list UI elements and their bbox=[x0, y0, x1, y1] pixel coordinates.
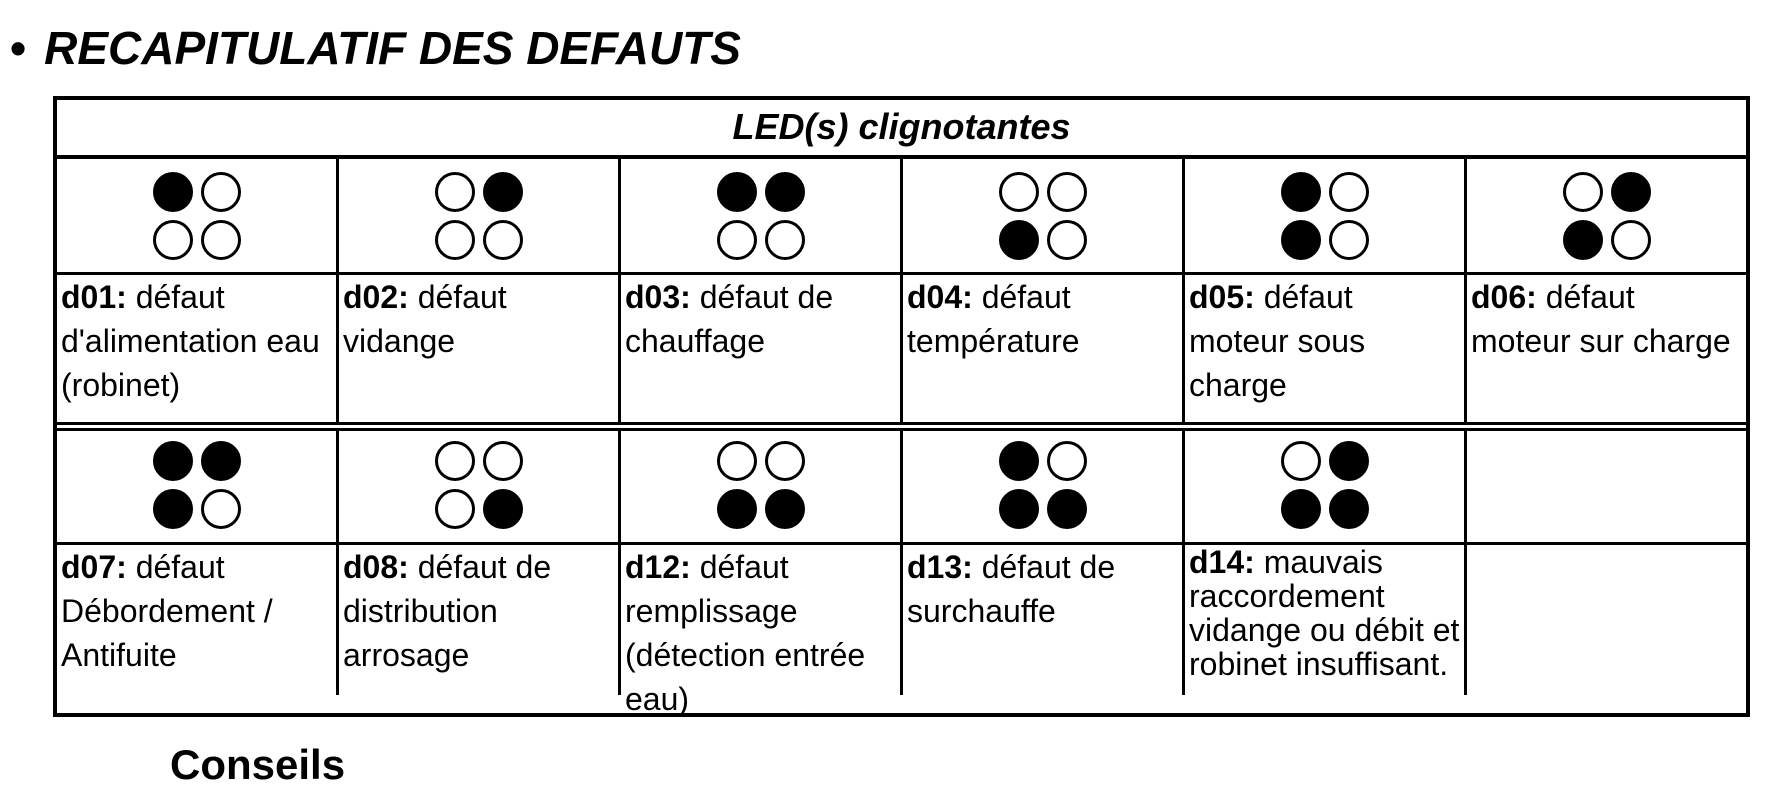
led-top-left-off-icon bbox=[999, 172, 1039, 212]
led-top-right-lit-icon bbox=[765, 172, 805, 212]
led-indicator-group bbox=[995, 437, 1091, 533]
fault-text: défaut vidange bbox=[343, 279, 507, 359]
fault-description-cell bbox=[1467, 545, 1746, 695]
table-row bbox=[57, 428, 1746, 717]
fault-description-cell bbox=[903, 275, 1185, 422]
led-bottom-right-off-icon bbox=[483, 220, 523, 260]
next-section-heading: Conseils bbox=[170, 741, 346, 788]
fault-description-cell bbox=[1185, 545, 1467, 695]
fault-code: d13: bbox=[907, 549, 973, 585]
fault-description bbox=[625, 545, 896, 721]
fault-text: défaut de distribution arrosage bbox=[343, 549, 552, 673]
fault-description bbox=[61, 275, 332, 407]
led-bottom-right-off-icon bbox=[1047, 220, 1087, 260]
led-indicator-group bbox=[1277, 168, 1373, 264]
fault-code: d02: bbox=[343, 279, 409, 315]
led-indicator-group bbox=[713, 437, 809, 533]
fault-description bbox=[907, 275, 1178, 363]
fault-text: défaut de chauffage bbox=[625, 279, 834, 359]
fault-description-cell bbox=[903, 545, 1185, 695]
led-pattern-cell bbox=[339, 428, 621, 545]
fault-text: défaut d'alimentation eau (robinet) bbox=[61, 279, 320, 403]
led-indicator-group bbox=[713, 168, 809, 264]
fault-description-cell bbox=[621, 275, 903, 422]
led-top-left-off-icon bbox=[1563, 172, 1603, 212]
fault-text: défaut moteur sous charge bbox=[1189, 279, 1366, 403]
led-bottom-left-lit-icon bbox=[999, 220, 1039, 260]
led-top-right-lit-icon bbox=[201, 441, 241, 481]
fault-code: d06: bbox=[1471, 279, 1537, 315]
led-top-left-lit-icon bbox=[717, 172, 757, 212]
fault-description bbox=[625, 275, 896, 363]
led-bottom-right-off-icon bbox=[1611, 220, 1651, 260]
led-bottom-right-off-icon bbox=[201, 489, 241, 529]
led-top-right-off-icon bbox=[765, 441, 805, 481]
fault-description-cell bbox=[621, 545, 903, 717]
fault-description bbox=[907, 545, 1178, 633]
led-top-left-off-icon bbox=[435, 441, 475, 481]
led-bottom-left-lit-icon bbox=[1563, 220, 1603, 260]
bullet: • bbox=[10, 22, 27, 74]
fault-description bbox=[1189, 545, 1460, 681]
led-indicator-group bbox=[1277, 437, 1373, 533]
led-top-left-lit-icon bbox=[1281, 172, 1321, 212]
fault-description-cell bbox=[1185, 275, 1467, 422]
led-bottom-right-off-icon bbox=[201, 220, 241, 260]
fault-description bbox=[61, 545, 332, 677]
led-top-right-off-icon bbox=[1329, 172, 1369, 212]
fault-code: d01: bbox=[61, 279, 127, 315]
led-pattern-cell bbox=[57, 428, 339, 545]
fault-code: d05: bbox=[1189, 279, 1255, 315]
fault-text: mauvais raccordement vidange ou débit et robinet insuffisant. bbox=[1189, 544, 1460, 682]
led-bottom-left-off-icon bbox=[717, 220, 757, 260]
led-indicator-group bbox=[431, 437, 527, 533]
led-bottom-left-off-icon bbox=[153, 220, 193, 260]
fault-description-cell bbox=[339, 545, 621, 695]
led-pattern-cell bbox=[57, 159, 339, 275]
fault-code: d03: bbox=[625, 279, 691, 315]
led-top-right-lit-icon bbox=[1329, 441, 1369, 481]
fault-code: d12: bbox=[625, 549, 691, 585]
section-heading bbox=[10, 18, 741, 78]
led-top-left-off-icon bbox=[717, 441, 757, 481]
led-bottom-right-off-icon bbox=[1329, 220, 1369, 260]
led-top-right-off-icon bbox=[483, 441, 523, 481]
led-top-left-lit-icon bbox=[153, 441, 193, 481]
table-row bbox=[57, 159, 1746, 422]
led-bottom-left-lit-icon bbox=[717, 489, 757, 529]
fault-text: défaut moteur sur charge bbox=[1471, 279, 1731, 359]
fault-description-cell bbox=[57, 275, 339, 422]
table-title: LED(s) clignotantes bbox=[57, 100, 1746, 159]
led-bottom-left-lit-icon bbox=[1281, 220, 1321, 260]
led-pattern-cell bbox=[903, 159, 1185, 275]
led-bottom-left-lit-icon bbox=[153, 489, 193, 529]
fault-text: défaut de surchauffe bbox=[907, 549, 1116, 629]
fault-description bbox=[1189, 275, 1460, 407]
led-pattern-cell bbox=[339, 159, 621, 275]
led-indicator-group bbox=[431, 168, 527, 264]
fault-code: d08: bbox=[343, 549, 409, 585]
fault-description bbox=[1471, 275, 1742, 363]
led-indicator-group bbox=[149, 168, 245, 264]
led-bottom-right-lit-icon bbox=[765, 489, 805, 529]
led-top-left-lit-icon bbox=[999, 441, 1039, 481]
fault-code: d04: bbox=[907, 279, 973, 315]
led-bottom-left-off-icon bbox=[435, 220, 475, 260]
led-indicator-group bbox=[149, 437, 245, 533]
led-indicator-group bbox=[1559, 168, 1655, 264]
fault-text: défaut Débordement / Antifuite bbox=[61, 549, 273, 673]
fault-description-cell bbox=[339, 275, 621, 422]
led-pattern-cell bbox=[1185, 159, 1467, 275]
led-top-left-lit-icon bbox=[153, 172, 193, 212]
led-pattern-cell bbox=[1185, 428, 1467, 545]
led-pattern-cell bbox=[621, 428, 903, 545]
led-bottom-right-lit-icon bbox=[1047, 489, 1087, 529]
led-top-left-off-icon bbox=[435, 172, 475, 212]
fault-description-cell bbox=[1467, 275, 1746, 422]
led-bottom-left-lit-icon bbox=[999, 489, 1039, 529]
heading-text: RECAPITULATIF DES DEFAUTS bbox=[44, 22, 741, 74]
led-bottom-left-lit-icon bbox=[1281, 489, 1321, 529]
led-pattern-cell bbox=[1467, 159, 1746, 275]
fault-description-cell bbox=[57, 545, 339, 695]
led-top-right-off-icon bbox=[1047, 441, 1087, 481]
led-indicator-group bbox=[995, 168, 1091, 264]
led-bottom-right-lit-icon bbox=[483, 489, 523, 529]
row-separator bbox=[57, 422, 1746, 431]
led-top-right-off-icon bbox=[1047, 172, 1087, 212]
led-top-left-off-icon bbox=[1281, 441, 1321, 481]
led-bottom-left-off-icon bbox=[435, 489, 475, 529]
fault-code: d14: bbox=[1189, 544, 1255, 580]
fault-text: défaut température bbox=[907, 279, 1080, 359]
led-top-right-lit-icon bbox=[1611, 172, 1651, 212]
led-bottom-right-off-icon bbox=[765, 220, 805, 260]
fault-code: d07: bbox=[61, 549, 127, 585]
led-top-right-lit-icon bbox=[483, 172, 523, 212]
led-pattern-cell bbox=[903, 428, 1185, 545]
led-pattern-cell bbox=[621, 159, 903, 275]
fault-summary-table bbox=[53, 96, 1750, 717]
led-bottom-right-lit-icon bbox=[1329, 489, 1369, 529]
led-pattern-cell bbox=[1467, 428, 1746, 545]
fault-description bbox=[343, 275, 614, 363]
fault-text: défaut remplissage (détection entrée eau) bbox=[625, 549, 866, 717]
led-top-right-off-icon bbox=[201, 172, 241, 212]
fault-description bbox=[343, 545, 614, 677]
